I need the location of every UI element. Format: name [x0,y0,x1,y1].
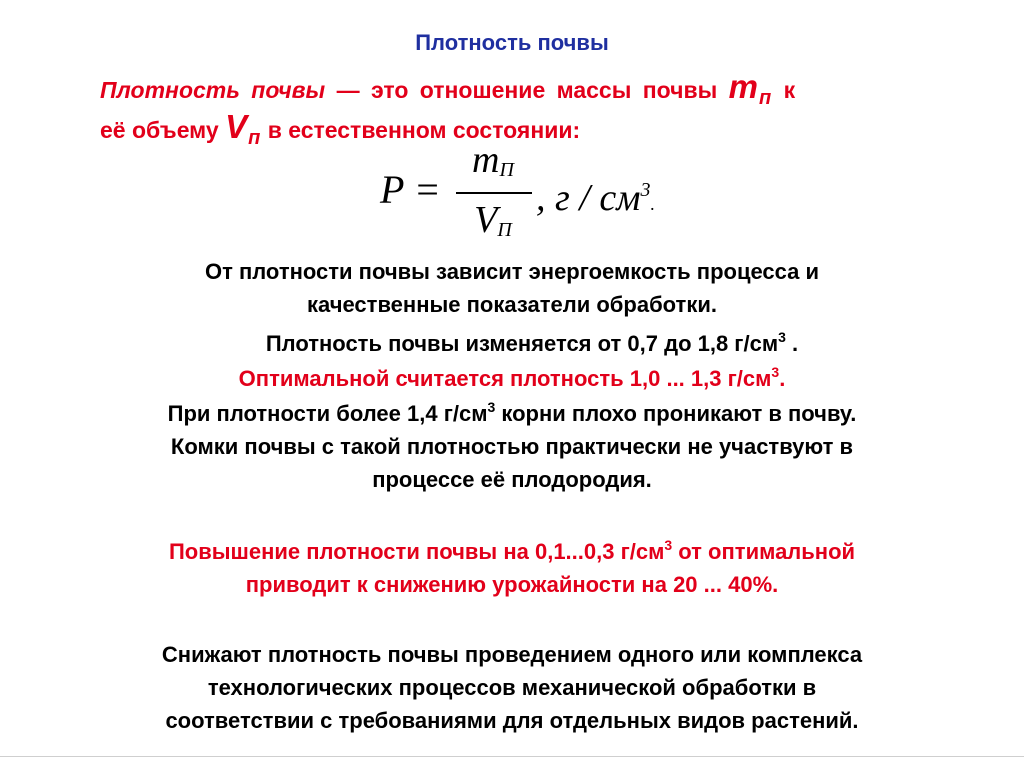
roots-power: 3 [487,399,496,415]
clods-line-2: процессе её плодородия. [372,467,652,492]
formula-lhs: P = [380,167,441,212]
energy-paragraph [0,255,1024,321]
increase-paragraph [0,535,1024,601]
increase-power: 3 [664,537,673,553]
mass-symbol: $m_п$ [728,68,773,109]
increase-end: от оптимальной [672,539,856,564]
optimal-line [0,362,1024,395]
clods-paragraph [0,430,1024,496]
reduce-line-1: Снижают плотность почвы проведением одного или комплекса [161,642,863,667]
roots-text: При плотности более 1,4 г/см [167,401,488,426]
increase-line-1 [0,535,1024,568]
increase-text: Повышение плотности почвы на 0,1...0,3 г/см [168,539,665,564]
reduce-paragraph [0,638,1024,737]
formula-units: , г / $см^3$. [536,177,655,219]
formula-denominator: $V_П$ [474,199,512,241]
range-text: Плотность почвы изменяется от 0,7 до 1,8 г/см [265,331,779,356]
reduce-line-3: соответствии с требованиями для отдельных видов растений. [165,708,859,733]
definition-line-1 [100,68,960,113]
definition-line2-start: её объему [100,117,226,143]
definition-term: Плотность почвы [100,77,326,103]
definition-tail: к [772,77,796,103]
clods-line-1: Комки почвы с такой плотностью практически не участвуют в [170,434,854,459]
optimal-end: . [779,366,786,391]
range-power: 3 [778,329,786,345]
roots-end: корни плохо проникают в почву. [495,401,857,426]
density-formula [380,140,680,250]
definition-text: — это отношение массы почвы [325,77,729,103]
reduce-line-2: технологических процессов механической обработки в [207,675,817,700]
slide-title: Плотность почвы [415,30,609,55]
roots-line [0,397,1024,430]
range-end: . [785,331,799,356]
volume-symbol: $V_п$ [225,108,262,149]
formula-numerator: $m_П$ [472,139,514,181]
optimal-power: 3 [771,364,780,380]
increase-line-2: приводит к снижению урожайности на 20 ... 40%. [245,572,779,597]
definition-line2-end: в естественном состоянии: [261,117,581,143]
optimal-text: Оптимальной считается плотность 1,0 ... 1,3 г/см [238,366,772,391]
energy-line-2: качественные показатели обработки. [307,292,717,317]
range-line [20,327,1024,360]
energy-line-1: От плотности почвы зависит энергоемкость процесса и [204,259,820,284]
fraction-bar [456,192,532,194]
